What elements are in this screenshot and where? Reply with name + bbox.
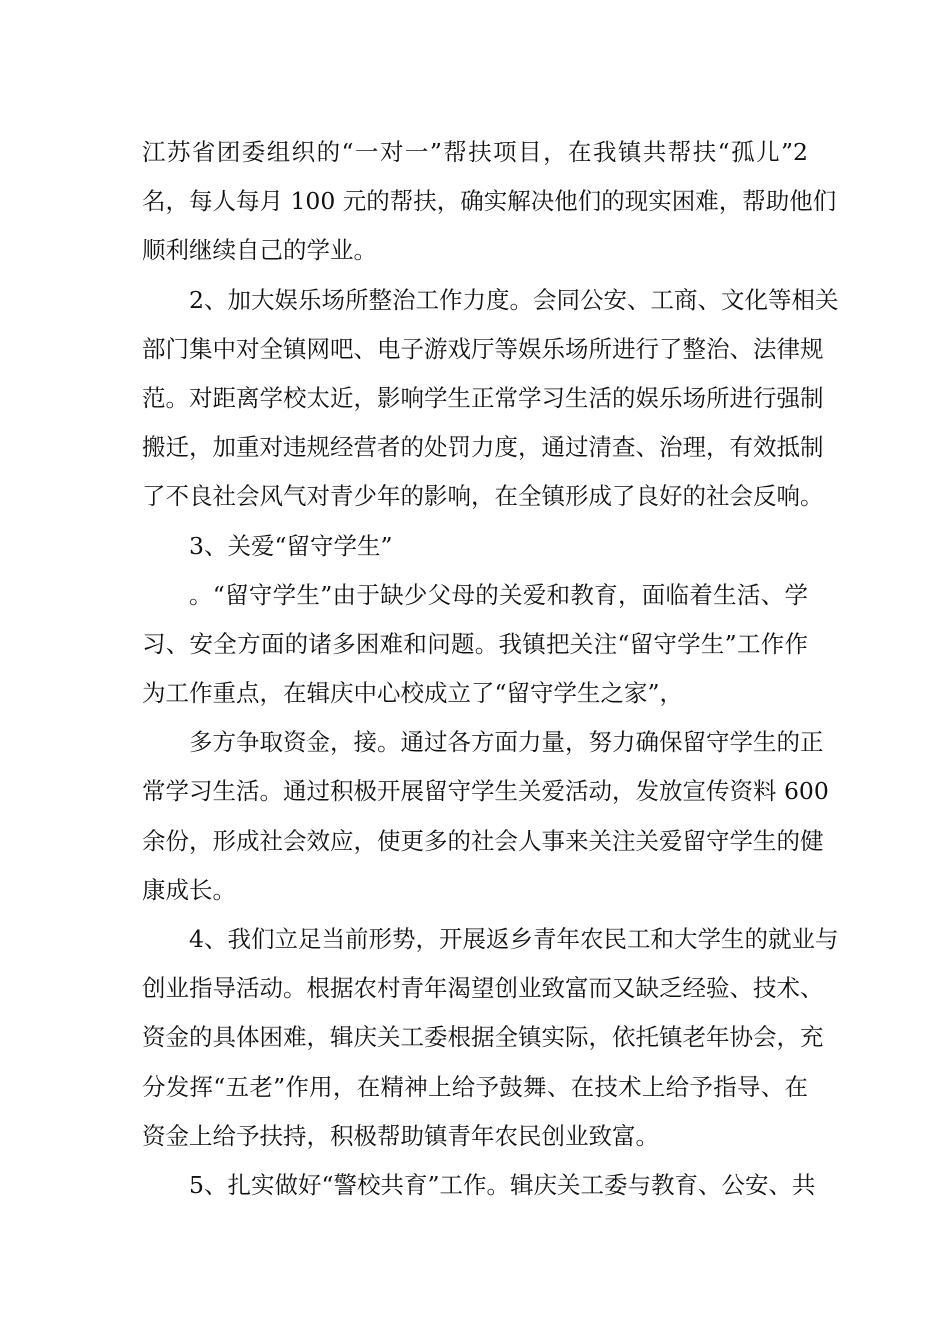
text-line: 部门集中对全镇网吧、电子游戏厅等娱乐场所进行了整治、法律规: [142, 334, 824, 363]
text-line: 搬迁，加重对违规经营者的处罚力度，通过清查、治理，有效抵制: [142, 433, 824, 462]
text-line: 为工作重点，在辑庆中心校成立了“留守学生之家”，: [142, 679, 684, 708]
text-line: 江苏省团委组织的“一对一”帮扶项目，在我镇共帮扶“孤儿”2: [142, 138, 808, 166]
text-line: 范。对距离学校太近，影响学生正常学习生活的娱乐场所进行强制: [142, 383, 824, 412]
text-line: 名，每人每月 100 元的帮扶，确实解决他们的现实困难，帮助他们: [142, 187, 837, 216]
text-line: 习、安全方面的诸多困难和问题。我镇把关注“留守学生”工作作: [142, 629, 808, 658]
text-line: 康成长。: [142, 875, 236, 904]
document-body: [142, 128, 839, 1210]
text-line: 了不良社会风气对青少年的影响，在全镇形成了良好的社会反响。: [142, 482, 824, 511]
text-line: 3、关爱“留守学生”: [189, 531, 393, 560]
text-line: 资金的具体困难，辑庆关工委根据全镇实际，依托镇老年协会，充: [142, 1023, 824, 1052]
text-line: 资金上给予扶持，积极帮助镇青年农民创业致富。: [142, 1121, 659, 1150]
text-line: 创业指导活动。根据农村青年渴望创业致富而又缺乏经验、技术、: [142, 974, 824, 1003]
text-line: 5、扎实做好“警校共育”工作。辑庆关工委与教育、公安、共: [189, 1170, 816, 1199]
text-line: 顺利继续自己的学业。: [142, 236, 377, 265]
text-line: 多方争取资金，接。通过各方面力量，努力确保留守学生的正: [189, 728, 824, 757]
text-line: 常学习生活。通过积极开展留守学生关爱活动，发放宣传资料 600: [142, 777, 829, 806]
text-line: 2、加大娱乐场所整治工作力度。会同公安、工商、文化等相关: [189, 285, 839, 314]
text-line: 。“留守学生”由于缺少父母的关爱和教育，面临着生活、学: [189, 580, 808, 609]
text-line: 余份，形成社会效应，使更多的社会人事来关注关爱留守学生的健: [142, 826, 824, 855]
text-line: 分发挥“五老”作用，在精神上给予鼓舞、在技术上给予指导、在: [142, 1072, 808, 1101]
text-line: 4、我们立足当前形势，开展返乡青年农民工和大学生的就业与: [189, 925, 839, 953]
